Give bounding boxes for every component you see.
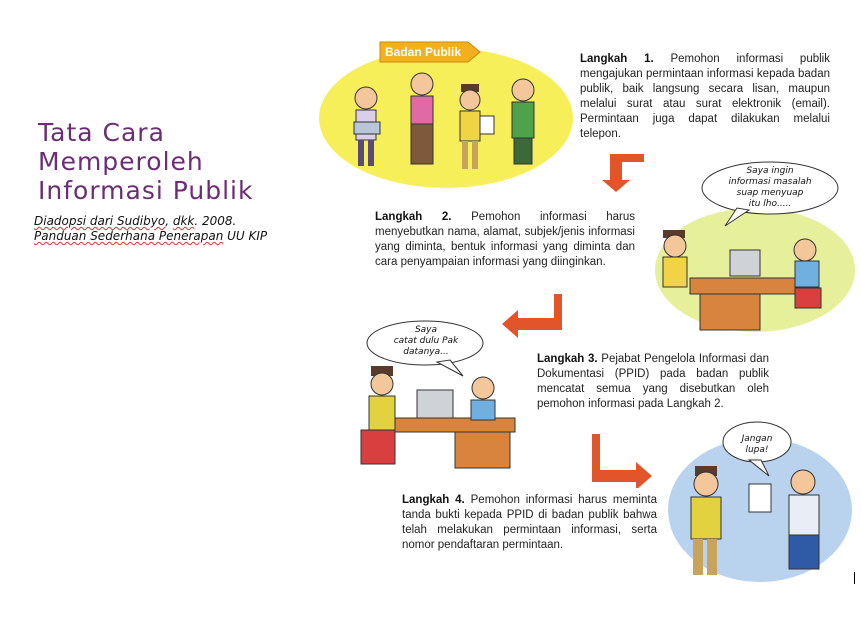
woman-figure [794,239,816,261]
step-1-body: Pemohon informasi publik mengajukan permintaan informasi kepada badan publik, baik langsung secara lisan, maupun melalui surat atau surat elektronik (email). Permintaan juga dapat dilakukan melalui telepon. [580,53,830,140]
source-text: Diadopsi dari Sudibyo [34,214,166,228]
bubble-2-text [700,163,840,223]
page-title [38,118,338,205]
bubble-3-line-3: datanya... [403,347,449,357]
arrow-step-1-to-2 [598,148,648,200]
man-figure [371,373,393,395]
bubble-3-line-1: Saya [414,325,438,335]
source-line-2 [34,229,267,244]
step-4-heading: Langkah 4. [402,494,465,506]
woman-with-phone [411,73,433,164]
bubble-2-line-1: Saya ingin [746,166,794,176]
bubble-2-line-4: itu lho..... [748,199,792,209]
arrow-step-3-to-4 [588,432,658,488]
step-3-text [537,352,769,412]
woman-figure [472,377,494,399]
step-2-body: Pemohon informasi harus menyebutkan nama, alamat, subjek/jenis informasi yang diminta, bentuk informasi yang diminta dan cara penyampaian informasi yang diinginkan. [375,211,635,268]
bubble-3-text [370,322,482,366]
bubble-4-line-1: Jangan [741,434,773,444]
step-1-heading: Langkah 1. [580,53,654,65]
step-1-text [580,52,830,142]
chair [361,430,395,464]
computer-monitor [417,390,453,418]
banner-label: Badan Publik [385,45,462,59]
man-figure [664,235,686,257]
receipt-document [749,484,771,512]
step-4-body: Pemohon informasi harus meminta tanda bukti kepada PPID di badan publik bahwa telah melakukan permintaan informasi, serta nomor pendaftaran permintaan. [402,494,657,551]
man-figure [694,472,718,496]
woman-figure [791,470,815,494]
bubble-2-line-3: suap menyuap [736,188,804,198]
bubble-4-line-2: lupa! [745,445,769,455]
step-2-text [375,210,635,270]
computer-monitor [730,250,760,276]
bubble-4-text [724,430,790,462]
title-line-3: Informasi Publik [38,176,254,205]
source-line-1 [34,214,267,229]
desk [395,418,515,432]
source-citation [34,214,267,244]
woman-in-green [512,79,534,164]
step-2-heading: Langkah 2. [375,211,452,223]
source-text: UU KIP [223,229,268,243]
desk [690,278,810,294]
source-text: Panduan Sederhana Penerapan [34,229,224,243]
step-1-illustration [318,38,573,188]
source-text: . 2008. [194,214,237,228]
step-3-heading: Langkah 3. [537,353,598,365]
source-text: dkk [172,214,195,228]
chair [795,288,821,308]
bubble-2-line-2: informasi masalah [728,177,812,187]
source-text: , [165,214,173,228]
step-3-body: Pejabat Pengelola Informasi dan Dokumentasi (PPID) pada badan publik mencatat semua yang disebutkan oleh pemohon informasi pada Langkah 2. [537,353,769,410]
step-4-text [402,493,657,553]
title-line-2: Memperoleh [38,147,204,176]
text-cursor [854,572,855,584]
title-line-1: Tata Cara [38,118,165,147]
bubble-3-line-2: catat dulu Pak [393,336,459,346]
